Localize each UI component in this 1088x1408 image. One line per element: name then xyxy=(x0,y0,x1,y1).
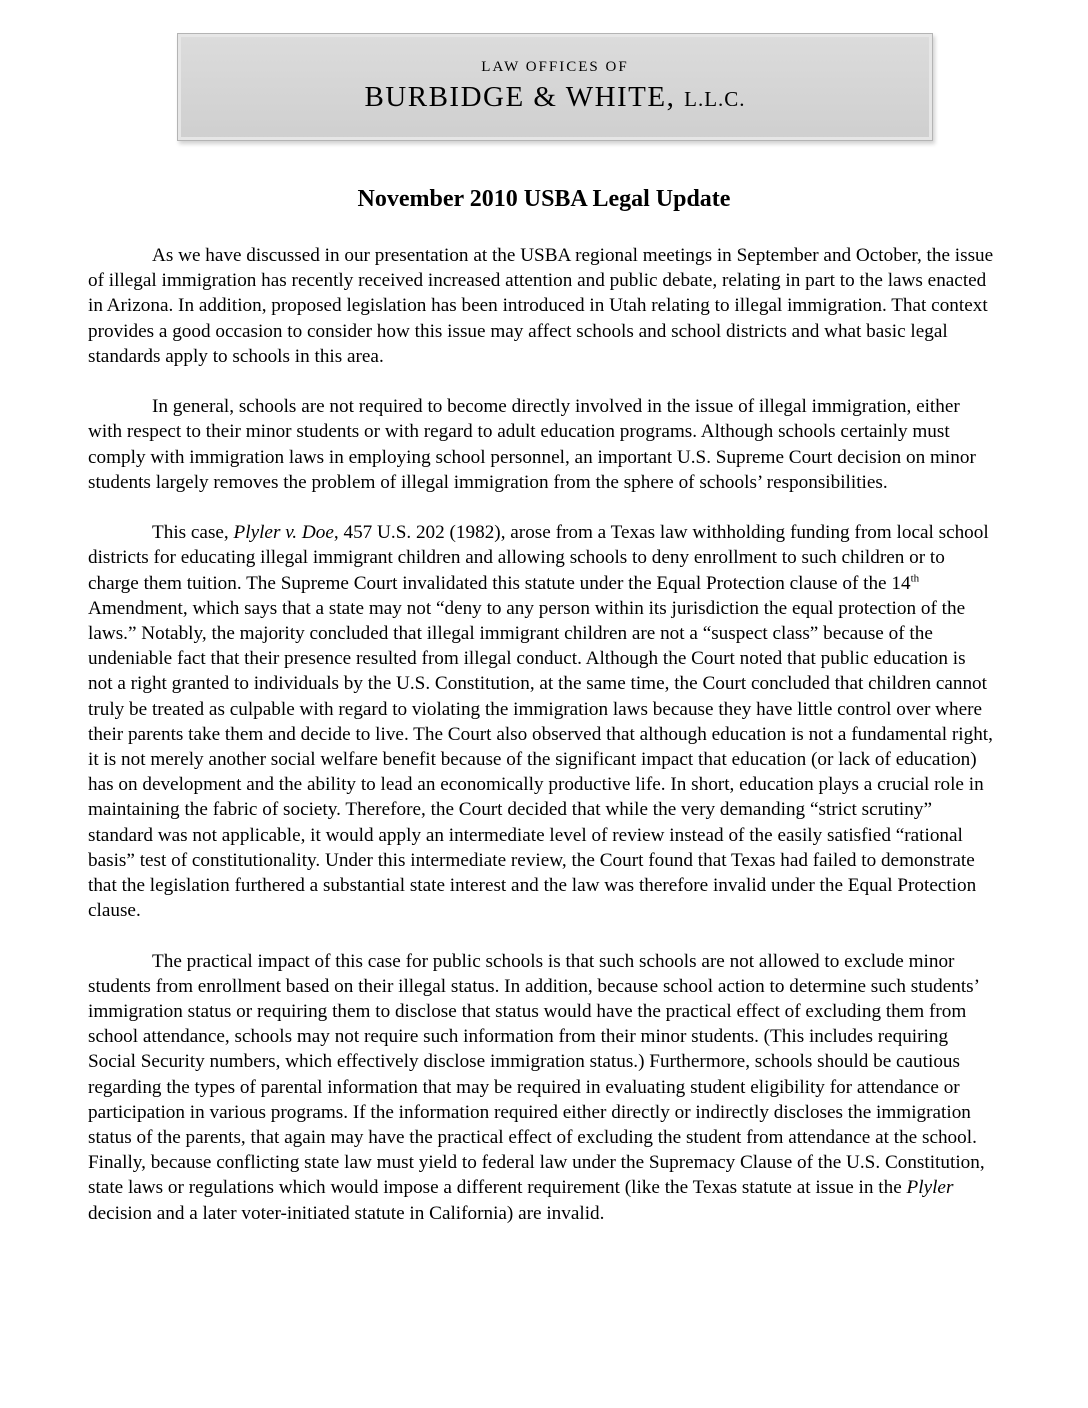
body-paragraph xyxy=(88,394,994,495)
firm-name-main: BURBIDGE & WHITE, xyxy=(364,81,676,113)
document-body xyxy=(88,243,994,1251)
paragraph-text: This case, xyxy=(152,522,234,544)
paragraph-text: In general, schools are not required to become directly involved in the issue of illegal immigration, either with respect to their minor students or with regard to adult education programs. Although schools certainly must comply with immigration laws in employing school personnel, an important U.S. Supreme Court decision on minor students largely removes the problem of illegal immigration from the sphere of schools’ responsibilities. xyxy=(88,396,976,493)
letterhead-banner xyxy=(177,33,933,141)
firm-name xyxy=(178,80,932,116)
body-paragraph xyxy=(88,520,994,923)
italic-case-name: Plyler v. Doe xyxy=(233,522,334,544)
paragraph-text: Amendment, which says that a state may not “deny to any person within its jurisdiction the equal protection of the laws.” Notably, the majority concluded that illegal immigrant children are not a “suspect class” because of the undeniable fact that their presence resulted from illegal conduct. Although the Court noted that public education is not a right granted to individuals by the U.S. Constitution, at the same time, the Court concluded that children cannot truly be treated as culpable with regard to violating the immigration laws because they have little control over where their parents take them and decide to live. The Court also observed that although education is not a fundamental right, it is not merely another social welfare benefit because of the significant impact that education (or lack of education) has on development and the ability to lead an economically productive life. In short, education plays a crucial role in maintaining the fabric of society. Therefore, the Court decided that while the very demanding “strict scrutiny” standard was not applicable, it would apply an intermediate level of review instead of the easily satisfied “rational basis” test of constitutionality. Under this intermediate review, the Court found that Texas had failed to demonstrate that the legislation furthered a substantial state interest and the law was therefore invalid under the Equal Protection clause. xyxy=(88,597,993,922)
paragraph-text: The practical impact of this case for public schools is that such schools are not allowed to exclude minor students from enrollment based on their illegal status. In addition, because school action to determine such students’ immigration status or requiring them to disclose that status would have the practical effect of excluding them from school attendance, schools may not require such information from their minor students. (This includes requiring Social Security numbers, which effectively disclose immigration status.) Furthermore, schools should be cautious regarding the types of parental information that may be required in evaluating student eligibility for attendance or participation in various programs. If the information required either directly or indirectly discloses the immigration status of the parents, that again may have the practical effect of excluding the student from attendance at the school. Finally, because conflicting state law must yield to federal law under the Supremacy Clause of the U.S. Constitution, state laws or regulations which would impose a different requirement (like the Texas statute at issue in the xyxy=(88,950,985,1199)
firm-pre-title: LAW OFFICES OF xyxy=(481,59,629,75)
paragraph-text: As we have discussed in our presentation at the USBA regional meetings in September and October, the issue of illegal immigration has recently received increased attention and public debate, relating in part to the laws enacted in Arizona. In addition, proposed legislation has been introduced in Utah relating to illegal immigration. That context provides a good occasion to consider how this issue may affect schools and school districts and what basic legal standards apply to schools in this area. xyxy=(88,245,994,367)
body-paragraph xyxy=(88,949,994,1226)
paragraph-text: decision and a later voter-initiated statute in California) are invalid. xyxy=(88,1202,605,1224)
paragraph-text: , 457 U.S. 202 (1982), arose from a Texas law withholding funding from local school districts for educating illegal immigrant children and allowing schools to deny enrollment to such children or to charge them tuition. The Supreme Court invalidated this statute under the Equal Protection clause of the 14 xyxy=(88,522,989,594)
document-title: November 2010 USBA Legal Update xyxy=(357,186,731,212)
firm-suffix: L.L.C. xyxy=(684,87,746,111)
italic-case-name: Plyler xyxy=(906,1177,954,1199)
body-paragraph xyxy=(88,243,994,369)
superscript-text: th xyxy=(910,572,920,585)
